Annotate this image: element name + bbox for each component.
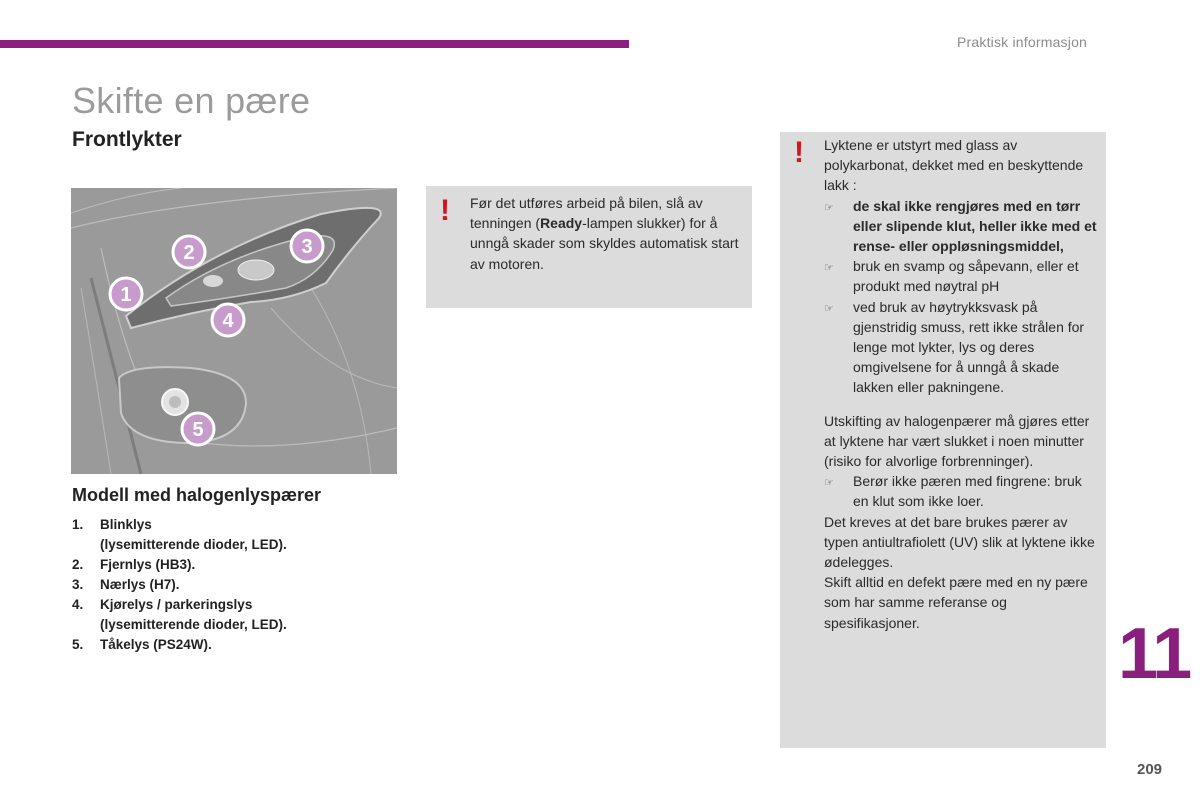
headlamp-illustration <box>71 188 397 474</box>
warning-box-ignition <box>426 186 752 308</box>
list-item: ☞ bruk en svamp og såpevann, eller et produkt med nøytral pH <box>824 256 1100 296</box>
svg-text:4: 4 <box>222 310 234 332</box>
parts-list <box>72 515 392 655</box>
list-item: ☞ Berør ikke pæren med fingrene: bruk en klut som ikke loer. <box>824 471 1100 511</box>
list-item: ☞ de skal ikke rengjøres med en tørr eller slipende klut, heller ikke med et rense- eller oppløsningsmiddel, <box>824 196 1100 257</box>
list-item: 5. Tåkelys (PS24W). <box>72 637 212 652</box>
header-accent-bar <box>0 40 629 48</box>
svg-text:3: 3 <box>301 236 313 258</box>
list-item: 4. Kjørelys / parkeringslys (lysemitterende dioder, LED). <box>72 597 287 632</box>
chapter-number: 11 <box>1118 614 1191 694</box>
list-item: ☞ ved bruk av høytrykksvask på gjenstridig smuss, rett ikke strålen for lenge mot lykter, lys og deres omgivelsene for å unngå å skade lakken eller pakningene. <box>824 297 1100 398</box>
pointing-hand-icon: ☞ <box>824 262 834 275</box>
svg-text:1: 1 <box>120 284 132 306</box>
svg-text:2: 2 <box>183 242 195 264</box>
callout-4 <box>212 304 244 336</box>
list-item: 1. Blinklys (lysemitterende dioder, LED). <box>72 517 287 552</box>
model-heading: Modell med halogenlyspærer <box>72 485 322 505</box>
list-item: 2. Fjernlys (HB3). <box>72 557 196 572</box>
warning-icon: ! <box>440 194 450 227</box>
callout-1 <box>110 278 142 310</box>
pointing-hand-icon: ☞ <box>824 201 834 214</box>
svg-text:5: 5 <box>192 419 204 441</box>
warning-text: Lyktene er utstyrt med glass av polykarbonat, dekket med en beskyttende lakk : ☞ de skal ikke rengjøres med en tørr eller slipende klut, heller ikke med et rense- eller oppløsningsmiddel, ☞ bruk en svamp og såpevann, eller et produkt med nøytral pH ☞ ved bruk av høytrykksvask på gjenstridig smuss, rett ikke strålen for lenge mot lykter, lys og deres omgivelsene for å unngå å skade lakken eller pakningene. Utskifting av halogenpærer må gjøres etter at lyktene har vært slukket i noen minutter (risiko for alvorlige forbrenninger). ☞ Berør ikke pæren med fingrene: bruk en klut som ikke loer. Det kreves at det bare brukes pærer av typen antiultrafiolett (UV) slik at lyktene ikke ødelegges. Skift alltid en defekt pære med en ny pære som har samme referanse og spesifikasjoner. <box>824 135 1100 633</box>
callout-5 <box>182 413 214 445</box>
warning-text: Før det utføres arbeid på bilen, slå av tenningen (Ready-lampen slukker) for å unngå skader som skyldes automatisk start av motoren. <box>470 195 739 272</box>
section-label: Praktisk informasjon <box>957 34 1088 50</box>
section-subtitle: Frontlykter <box>72 128 182 151</box>
warning-box-lens-care <box>780 132 1106 748</box>
callout-3 <box>291 230 323 262</box>
callout-2 <box>173 236 205 268</box>
warning-icon: ! <box>794 136 804 169</box>
list-item: 3. Nærlys (H7). <box>72 577 180 592</box>
page-title: Skifte en pære <box>72 80 311 121</box>
pointing-hand-icon: ☞ <box>824 477 834 490</box>
pointing-hand-icon: ☞ <box>824 302 834 315</box>
page-number: 209 <box>1137 761 1163 778</box>
